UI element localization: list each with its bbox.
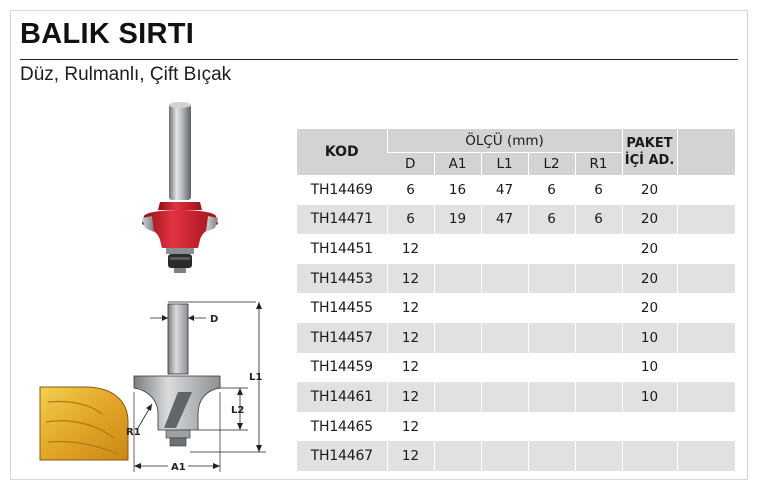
table-row <box>297 382 735 412</box>
table-row <box>297 264 735 294</box>
cell-a1 <box>434 264 481 294</box>
cell-paket <box>622 441 677 471</box>
cell-kod: TH14455 <box>310 300 373 317</box>
cell-paket: 20 <box>622 234 677 264</box>
cell-r1 <box>575 234 622 264</box>
cell-l2 <box>528 382 575 412</box>
cell-paket: 20 <box>622 293 677 323</box>
cell-l2 <box>528 412 575 442</box>
cell-l2 <box>528 353 575 383</box>
cell-l1 <box>481 441 528 471</box>
cell-kod: TH14467 <box>310 448 373 465</box>
subheader-d: D <box>405 156 416 172</box>
cell-r1 <box>575 323 622 353</box>
cell-paket: 20 <box>622 205 677 235</box>
cell-d: 12 <box>387 382 434 412</box>
header-blank <box>677 129 735 175</box>
cell-l2: 6 <box>528 175 575 205</box>
cell-blank <box>677 441 735 471</box>
header-paket <box>622 129 677 175</box>
cell-a1 <box>434 353 481 383</box>
subheader-a1: A1 <box>434 153 481 176</box>
cell-l1: 47 <box>481 205 528 235</box>
cell-blank <box>677 293 735 323</box>
cell-blank <box>677 382 735 412</box>
table-row <box>297 323 735 353</box>
table-header-row <box>297 129 735 153</box>
label-r1: R1 <box>126 427 141 438</box>
title-divider <box>20 59 738 60</box>
cell-d: 12 <box>387 412 434 442</box>
cell-blank <box>677 205 735 235</box>
cell-l1 <box>481 323 528 353</box>
cell-a1 <box>434 382 481 412</box>
cell-a1 <box>434 412 481 442</box>
spec-table <box>297 129 735 471</box>
cell-r1: 6 <box>575 175 622 205</box>
subheader-r1: R1 <box>575 153 622 176</box>
cell-a1 <box>434 234 481 264</box>
cell-kod: TH14471 <box>310 211 373 228</box>
cell-paket: 20 <box>622 264 677 294</box>
cell-l2 <box>528 234 575 264</box>
label-a1: A1 <box>171 462 186 473</box>
cell-l2: 6 <box>528 205 575 235</box>
cell-r1 <box>575 382 622 412</box>
header-paket-line2: İÇİ AD. <box>624 153 675 168</box>
cell-l1 <box>481 234 528 264</box>
cell-a1: 16 <box>434 175 481 205</box>
cell-kod: TH14459 <box>310 359 373 376</box>
cell-paket <box>622 412 677 442</box>
cell-r1 <box>575 441 622 471</box>
header-olcu: ÖLÇÜ (mm) <box>387 129 622 153</box>
table-row <box>297 412 735 442</box>
cell-kod: TH14457 <box>310 329 373 346</box>
cell-kod: TH14461 <box>310 388 373 405</box>
cell-r1 <box>575 412 622 442</box>
table-row <box>297 175 735 205</box>
cell-l1 <box>481 412 528 442</box>
table-row <box>297 441 735 471</box>
cell-d: 12 <box>387 323 434 353</box>
cell-paket: 20 <box>622 175 677 205</box>
cell-l1 <box>481 264 528 294</box>
cell-paket: 10 <box>622 353 677 383</box>
router-bit-diagram <box>30 292 290 477</box>
cell-l1 <box>481 293 528 323</box>
cell-a1: 19 <box>434 205 481 235</box>
cell-l1: 47 <box>481 175 528 205</box>
cell-r1: 6 <box>575 205 622 235</box>
cell-blank <box>677 323 735 353</box>
cell-d: 6 <box>387 205 434 235</box>
cell-l2 <box>528 323 575 353</box>
header-kod: KOD <box>324 144 359 160</box>
cell-a1 <box>434 293 481 323</box>
subheader-l1: L1 <box>481 153 528 176</box>
cell-d: 12 <box>387 441 434 471</box>
cell-l2 <box>528 264 575 294</box>
cell-d: 12 <box>387 264 434 294</box>
cell-r1 <box>575 293 622 323</box>
product-title: BALIK SIRTI <box>20 18 195 50</box>
cell-kod: TH14453 <box>310 270 373 287</box>
cell-l1 <box>481 382 528 412</box>
cell-a1 <box>434 323 481 353</box>
cell-paket: 10 <box>622 323 677 353</box>
router-bit-icon <box>130 100 230 280</box>
cell-blank <box>677 234 735 264</box>
cell-r1 <box>575 353 622 383</box>
cell-d: 12 <box>387 353 434 383</box>
label-d: D <box>210 314 219 325</box>
cell-d: 12 <box>387 293 434 323</box>
product-subtitle: Düz, Rulmanlı, Çift Bıçak <box>20 64 232 85</box>
cell-blank <box>677 175 735 205</box>
table-row <box>297 293 735 323</box>
cell-d: 6 <box>387 175 434 205</box>
cell-r1 <box>575 264 622 294</box>
cell-l2 <box>528 293 575 323</box>
label-l2: L2 <box>231 405 245 416</box>
label-l1: L1 <box>249 372 263 383</box>
cell-l2 <box>528 441 575 471</box>
cell-d: 12 <box>387 234 434 264</box>
table-row <box>297 353 735 383</box>
cell-kod: TH14469 <box>310 181 373 198</box>
cell-kod: TH14465 <box>310 418 373 435</box>
cell-blank <box>677 353 735 383</box>
table-row <box>297 234 735 264</box>
subheader-l2: L2 <box>528 153 575 176</box>
cell-kod: TH14451 <box>310 240 373 257</box>
header-paket-line1: PAKET <box>626 136 673 151</box>
cell-blank <box>677 412 735 442</box>
cell-a1 <box>434 441 481 471</box>
cell-blank <box>677 264 735 294</box>
cell-paket: 10 <box>622 382 677 412</box>
cell-l1 <box>481 353 528 383</box>
table-row <box>297 205 735 235</box>
